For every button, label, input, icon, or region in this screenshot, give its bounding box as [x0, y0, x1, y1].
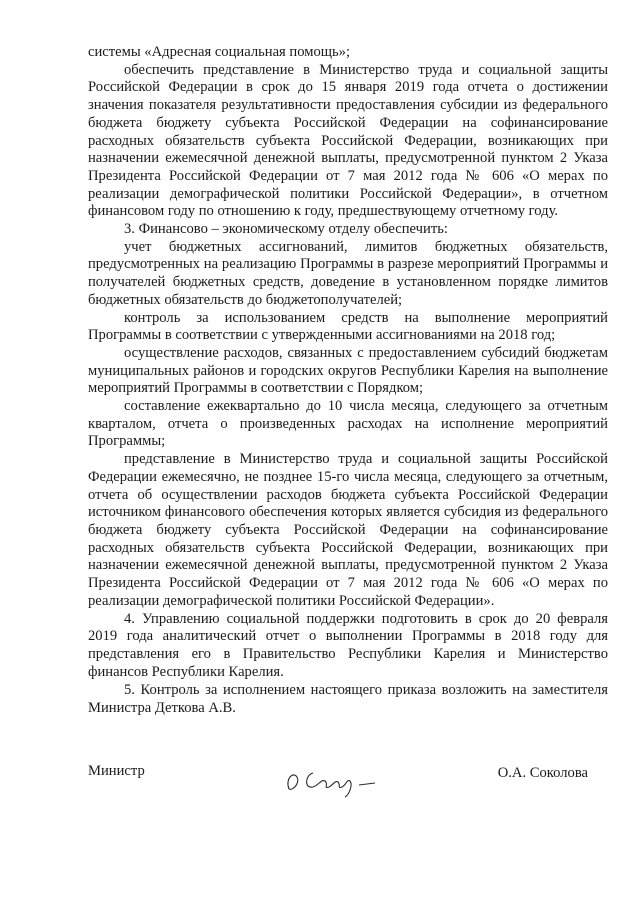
paragraph-7: составление ежеквартально до 10 числа месяца, следующего за отчетным кварталом, отчета о произведенных расходах на исполнение мероприятий Программы; — [88, 398, 608, 450]
paragraph-10: 5. Контроль за исполнением настоящего приказа возложить на заместителя Министра Деткова А.В. — [88, 682, 608, 717]
paragraph-1: системы «Адресная социальная помощь»; — [88, 44, 351, 60]
paragraph-2: обеспечить представление в Министерство труда и социальной защиты Российской Федерации в срок до 15 января 2019 года отчета о достижении значения показателя результативности предоставления субсидии из федерального бюджета бюджету субъекта Российской Федерации на софинансирование расходных обязательств субъекта Российской Федерации, возникающих при назначении ежемесячной денежной выплаты, предусмотренной пунктом 2 Указа Президента Российской Федерации от 7 мая 2012 года № 606 «О мерах по реализации демографической политики Российской Федерации», в отчетном финансовом году по отношению к году, предшествующему отчетному году. — [88, 61, 608, 220]
paragraph-3: 3. Финансово – экономическому отделу обеспечить: — [124, 221, 448, 238]
handwritten-signature — [283, 765, 393, 799]
paragraph-5: контроль за использованием средств на выполнение мероприятий Программы в соответствии с утвержденными ассигнованиями на 2018 год; — [88, 309, 608, 344]
signatory-name: О.А. Соколова — [497, 765, 588, 781]
signatory-title: Министр — [88, 763, 145, 779]
signature-block — [88, 763, 588, 803]
paragraph-8: представление в Министерство труда и социальной защиты Российской Федерации ежемесячно, не позднее 15-го числа месяца, следующего за отчетным, отчета об осуществлении расходов бюджета субъекта Российской Федерации источником финансового обеспечения которых является субсидия из федерального бюджета бюджету субъекта Российской Федерации на софинансирование расходных обязательств субъекта Российской Федерации, возникающих при назначении ежемесячной денежной выплаты, предусмотренной пунктом 2 Указа Президента Российской Федерации от 7 мая 2012 года № 606 «О мерах по реализации демографической политики Российской Федерации». — [88, 451, 608, 609]
document-body — [88, 44, 608, 718]
paragraph-6: осуществление расходов, связанных с предоставлением субсидий бюджетам муниципальных районов и городских округов Республики Карелия на выполнение мероприятий Программы в соответствии с Порядком; — [88, 344, 608, 397]
paragraph-4: учет бюджетных ассигнований, лимитов бюджетных обязательств, предусмотренных на реализацию Программы в разрезе мероприятий Программы и получателей бюджетных средств, доведение в установленном порядке лимитов бюджетных обязательств до бюджетополучателей; — [88, 238, 608, 308]
paragraph-9: 4. Управлению социальной поддержки подготовить в срок до 20 февраля 2019 года аналитический отчет о выполнении Программы в 2018 году для представления его в Правительство Республики Карелия и Министерство финансов Республики Карелия. — [88, 610, 608, 680]
